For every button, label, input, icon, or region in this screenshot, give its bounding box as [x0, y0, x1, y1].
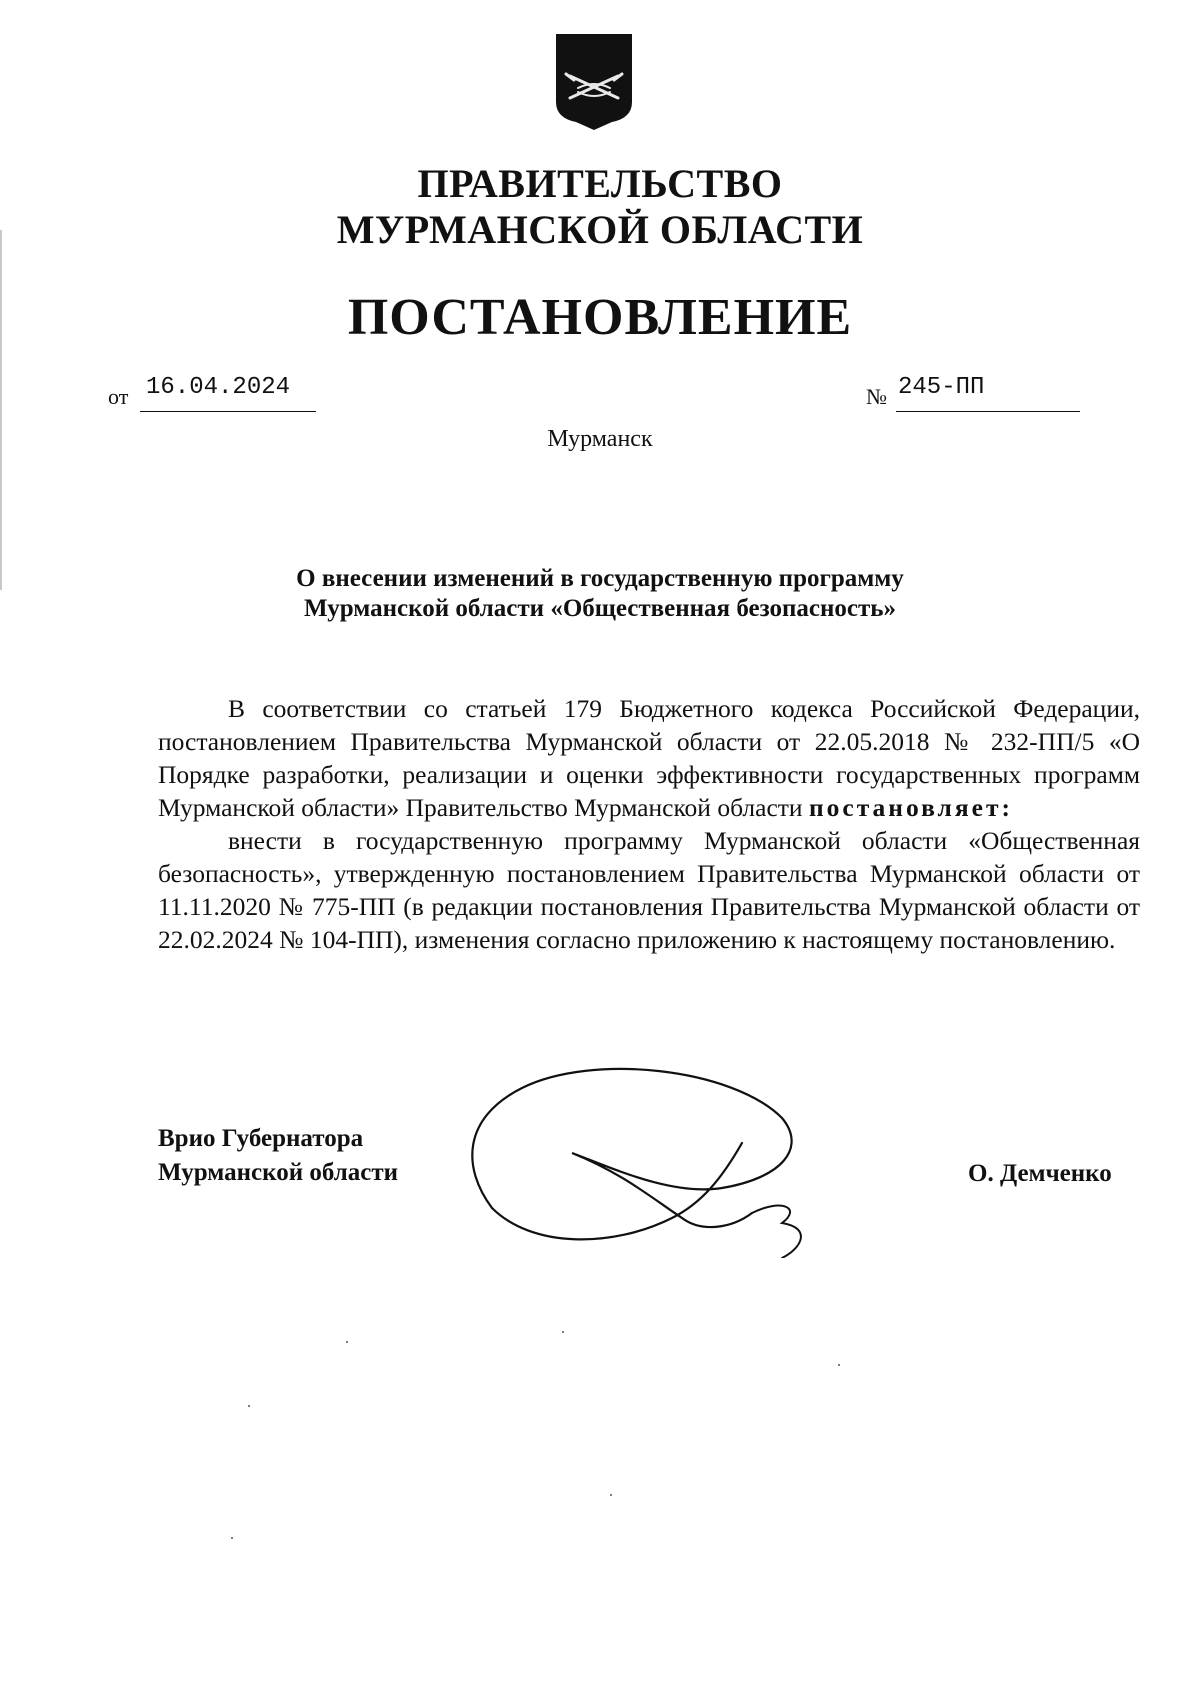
- scan-margin-line: [0, 230, 2, 590]
- scan-speck: [346, 1341, 348, 1343]
- document-date: 16.04.2024: [140, 374, 316, 412]
- subject-line1: О внесении изменений в государственную программу: [296, 565, 904, 592]
- signer-position: [158, 1122, 398, 1190]
- scan-speck: [231, 1537, 233, 1539]
- authority-name-line2: МУРМАНСКОЙ ОБЛАСТИ: [336, 207, 864, 252]
- signer-position-line2: Мурманской области: [158, 1159, 399, 1186]
- city-name: Мурманск: [547, 426, 653, 452]
- subject-line2: Мурманской области «Общественная безопасность»: [304, 595, 896, 622]
- paragraph1-text: В соответствии со статьей 179 Бюджетного кодекса Российской Федерации, постановлением Правительства Мурманской области от 22.05.2018 № 232-ПП/5 «О Порядке разработки, реализации и оценки эффективности государственных программ Мурманской области» Правительство Мурманской области: [158, 694, 1140, 822]
- document-number: 245-ПП: [896, 374, 1080, 412]
- body-paragraph-1: [158, 692, 1140, 824]
- coat-of-arms-icon: [552, 32, 636, 132]
- scan-speck: [562, 1331, 564, 1333]
- date-label: от: [108, 384, 129, 409]
- scan-speck: [248, 1405, 250, 1407]
- scan-speck: [838, 1364, 840, 1366]
- signer-name: О. Демченко: [968, 1160, 1112, 1187]
- document-type-title: ПОСТАНОВЛЕНИЕ: [347, 289, 853, 346]
- body-paragraph-2: внести в государственную программу Мурманской области «Общественная безопасность», утвержденную постановлением Правительства Мурманской области от 11.11.2020 № 775-ПП (в редакции постановления Правительства Мурманской области от 22.02.2024 № 104-ПП), изменения согласно приложению к настоящему постановлению.: [158, 826, 1140, 954]
- document-subject: [0, 564, 1200, 624]
- signer-position-line1: Врио Губернатора: [158, 1125, 364, 1152]
- authority-name-line1: ПРАВИТЕЛЬСТВО: [417, 161, 783, 206]
- scan-speck: [610, 1494, 612, 1496]
- number-label: №: [866, 384, 887, 409]
- signature-icon: [452, 1058, 852, 1258]
- document-body: [158, 692, 1140, 956]
- resolution-keyword: постановляет:: [808, 793, 1013, 822]
